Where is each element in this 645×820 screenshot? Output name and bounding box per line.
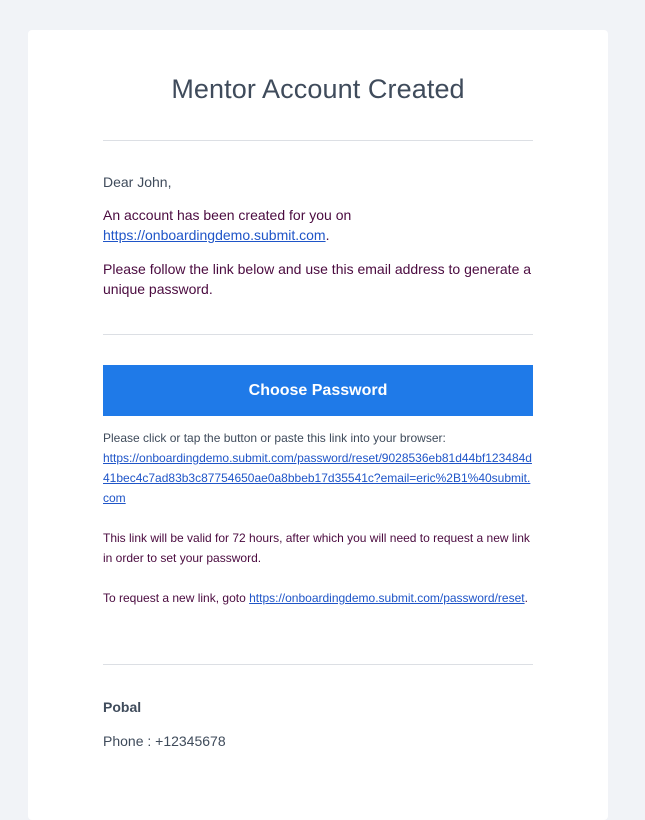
- phone-number: Phone : +12345678: [103, 733, 226, 749]
- email-card: [28, 30, 608, 820]
- greeting: Dear John,: [103, 174, 172, 190]
- email-title: Mentor Account Created: [171, 74, 465, 104]
- request-end: .: [524, 591, 528, 605]
- divider: [103, 334, 533, 335]
- instruction-paragraph: Please follow the link below and use this email address to generate a unique password.: [103, 261, 532, 297]
- intro-paragraph: [103, 205, 533, 245]
- choose-password-button[interactable]: Choose Password: [103, 365, 533, 416]
- request-link[interactable]: https://onboardingdemo.submit.com/password/reset: [249, 591, 525, 605]
- divider: [103, 664, 533, 665]
- site-link[interactable]: https://onboardingdemo.submit.com: [103, 227, 326, 243]
- org-name: Pobal: [103, 699, 142, 715]
- request-text: To request a new link, goto: [103, 591, 246, 605]
- validity-text: This link will be valid for 72 hours, after which you will need to request a new link in order to set your password.: [103, 531, 530, 565]
- paste-link-paragraph: [103, 428, 533, 508]
- paste-instruction: Please click or tap the button or paste this link into your browser:: [103, 431, 446, 445]
- reset-link[interactable]: https://onboardingdemo.submit.com/password/reset/9028536eb81d44bf123484d41bec4c7ad83b3c87754650ae0a8bbeb17d35541c?email=eric%2B1%40submit.com: [103, 451, 532, 505]
- intro-text: An account has been created for you on: [103, 207, 352, 223]
- intro-end: .: [325, 227, 330, 243]
- request-paragraph: [103, 588, 533, 608]
- divider: [103, 140, 533, 141]
